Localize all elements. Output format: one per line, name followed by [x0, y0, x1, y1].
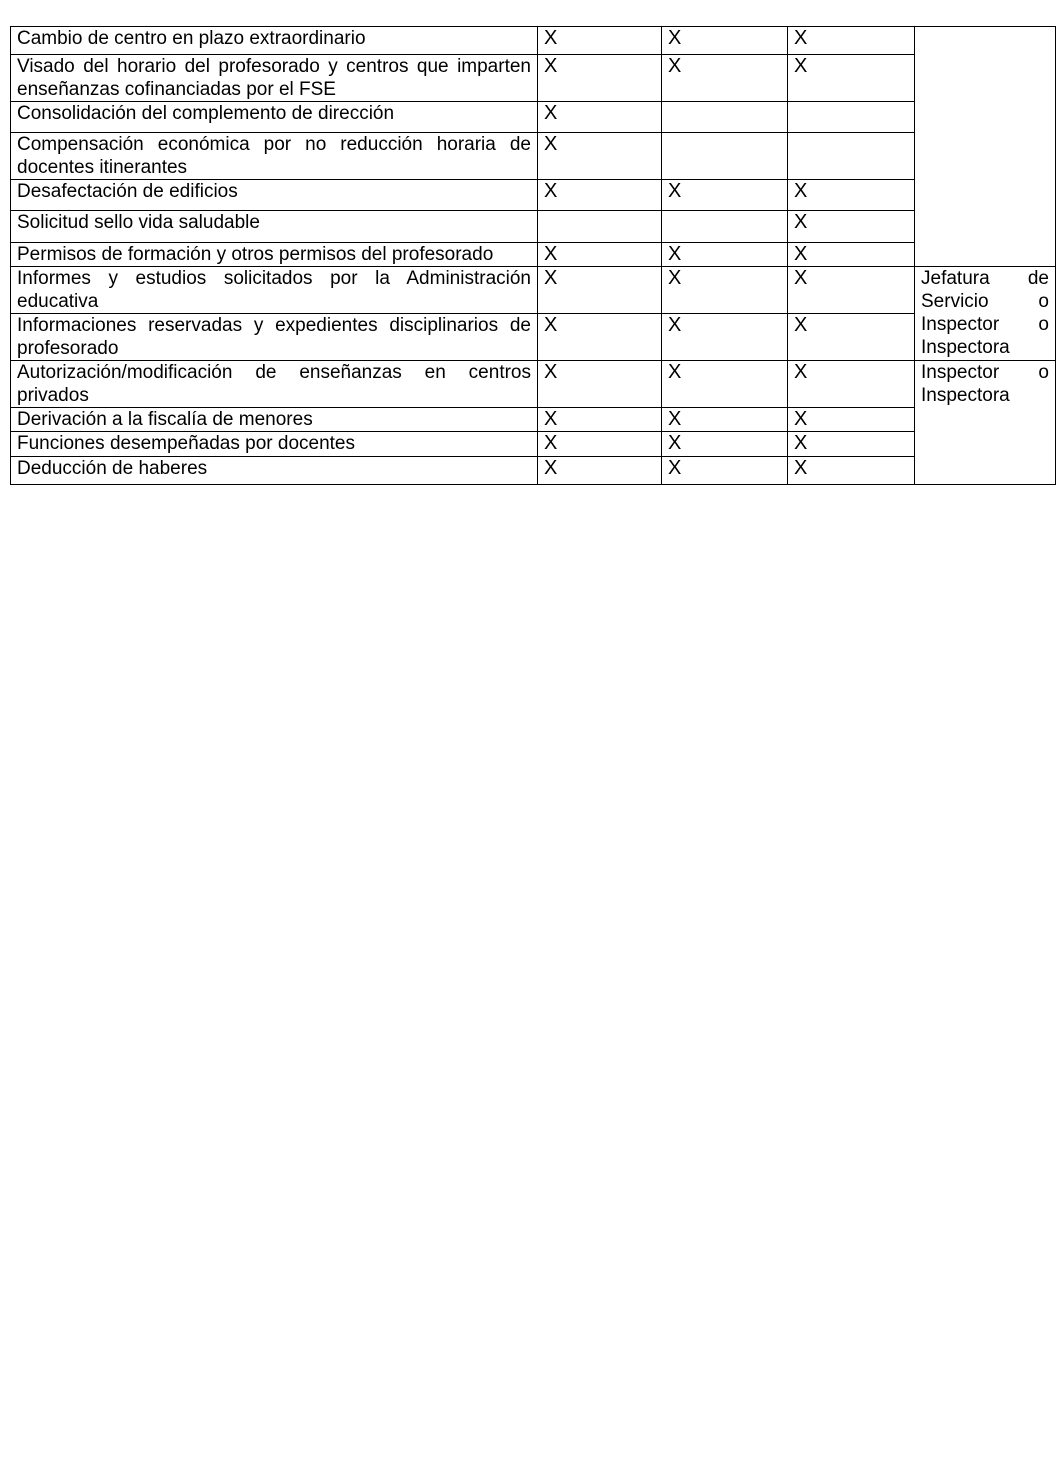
- procedure-label: Visado del horario del profesorado y centros que imparten enseñanzas cofinanciadas por el FSE: [11, 55, 538, 102]
- procedure-label: Permisos de formación y otros permisos del profesorado: [11, 243, 538, 267]
- mark-cell: X: [662, 457, 788, 485]
- mark-cell: X: [662, 27, 788, 55]
- table-row: [11, 133, 1056, 180]
- mark-cell: [788, 133, 915, 180]
- procedure-label: Solicitud sello vida saludable: [11, 211, 538, 243]
- mark-cell: X: [538, 361, 662, 408]
- table-row: [11, 314, 1056, 361]
- procedure-label: Deducción de haberes: [11, 457, 538, 485]
- mark-cell: X: [538, 102, 662, 133]
- table-row: [11, 102, 1056, 133]
- mark-cell: X: [538, 55, 662, 102]
- responsible-line: Servicio o: [921, 291, 1049, 312]
- procedure-label: Funciones desempeñadas por docentes: [11, 432, 538, 457]
- procedure-label: Informes y estudios solicitados por la Administración educativa: [11, 267, 538, 314]
- mark-cell: X: [662, 361, 788, 408]
- mark-cell: [662, 133, 788, 180]
- procedure-label: Autorización/modificación de enseñanzas en centros privados: [11, 361, 538, 408]
- table-row: [11, 243, 1056, 267]
- mark-cell: X: [788, 55, 915, 102]
- procedure-label: Derivación a la fiscalía de menores: [11, 408, 538, 432]
- table-row: [11, 267, 1056, 314]
- procedure-label: Consolidación del complemento de dirección: [11, 102, 538, 133]
- responsible-cell-a: [915, 27, 1056, 267]
- mark-cell: X: [538, 457, 662, 485]
- mark-cell: X: [662, 314, 788, 361]
- responsible-line: Inspector o: [921, 362, 1049, 383]
- mark-cell: X: [788, 243, 915, 267]
- mark-cell: X: [788, 408, 915, 432]
- responsible-line: Inspector o: [921, 314, 1049, 335]
- responsible-line: Inspectora: [921, 337, 1010, 358]
- responsible-cell-b: [915, 267, 1056, 361]
- procedures-table: [10, 26, 1056, 485]
- mark-cell: X: [538, 243, 662, 267]
- procedure-label: Compensación económica por no reducción horaria de docentes itinerantes: [11, 133, 538, 180]
- table-row: [11, 361, 1056, 408]
- table-row: [11, 457, 1056, 485]
- procedure-label: Informaciones reservadas y expedientes disciplinarios de profesorado: [11, 314, 538, 361]
- mark-cell: [538, 211, 662, 243]
- mark-cell: X: [538, 133, 662, 180]
- mark-cell: X: [788, 211, 915, 243]
- mark-cell: X: [662, 267, 788, 314]
- mark-cell: X: [538, 408, 662, 432]
- mark-cell: X: [788, 432, 915, 457]
- responsible-cell-c: [915, 361, 1056, 485]
- mark-cell: X: [662, 55, 788, 102]
- mark-cell: X: [662, 180, 788, 211]
- procedure-label: Desafectación de edificios: [11, 180, 538, 211]
- mark-cell: X: [538, 267, 662, 314]
- mark-cell: X: [538, 432, 662, 457]
- mark-cell: X: [662, 243, 788, 267]
- table-row: [11, 408, 1056, 432]
- mark-cell: X: [538, 314, 662, 361]
- mark-cell: [662, 211, 788, 243]
- table-row: [11, 211, 1056, 243]
- mark-cell: X: [788, 457, 915, 485]
- mark-cell: [662, 102, 788, 133]
- mark-cell: X: [788, 314, 915, 361]
- mark-cell: X: [788, 180, 915, 211]
- mark-cell: X: [538, 27, 662, 55]
- mark-cell: X: [538, 180, 662, 211]
- mark-cell: [788, 102, 915, 133]
- mark-cell: X: [788, 27, 915, 55]
- table-row: [11, 55, 1056, 102]
- mark-cell: X: [788, 361, 915, 408]
- responsible-line: Jefatura de: [921, 268, 1049, 289]
- table-row: [11, 432, 1056, 457]
- mark-cell: X: [662, 432, 788, 457]
- mark-cell: X: [662, 408, 788, 432]
- procedure-label: Cambio de centro en plazo extraordinario: [11, 27, 538, 55]
- table-row: [11, 180, 1056, 211]
- table-row: [11, 27, 1056, 55]
- mark-cell: X: [788, 267, 915, 314]
- responsible-line: Inspectora: [921, 385, 1010, 406]
